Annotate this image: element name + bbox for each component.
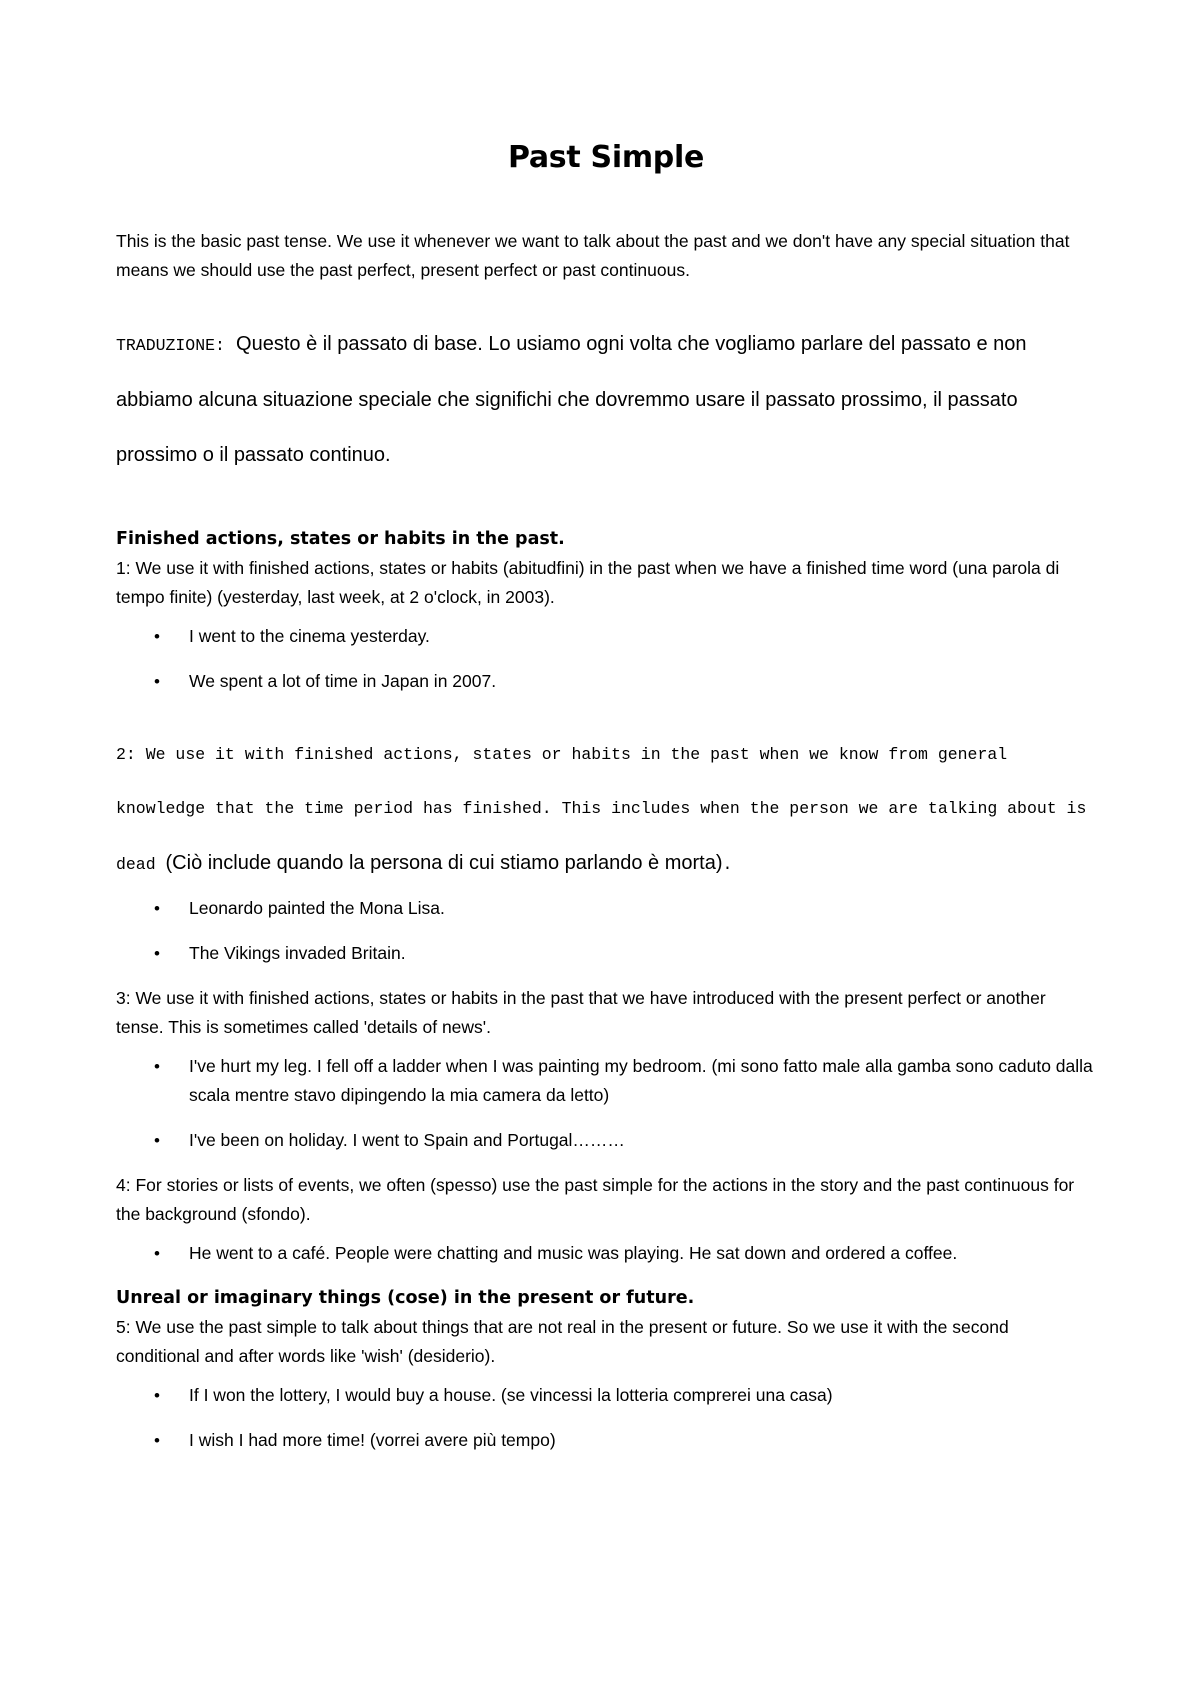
rule-1-text: We use it with finished actions, states or habits (abitudfini) in the past when we have a finished time word (una parola di tempo finite) (yesterday, last week, at 2 o'clock, in 2003). bbox=[116, 558, 1060, 607]
rule-2-text: We use it with finished actions, states or habits in the past when we know from general knowledge that the time period has finished. This includes when the person we are talking about is dead bbox=[116, 745, 1087, 874]
rule-3-text: We use it with finished actions, states or habits in the past that we have introduced with the present perfect or another tense. This is sometimes called 'details of news'. bbox=[116, 988, 1046, 1037]
list-item bbox=[116, 894, 1096, 923]
rule-4-paragraph bbox=[116, 1171, 1096, 1229]
rule-2-end: . bbox=[722, 855, 733, 874]
rule-3-paragraph bbox=[116, 984, 1096, 1042]
rule-4-number: 4: bbox=[116, 1175, 131, 1195]
list-item bbox=[116, 1239, 1096, 1268]
bullet-icon: • bbox=[154, 1386, 160, 1405]
bullet-icon: • bbox=[154, 672, 160, 691]
rule-5-paragraph: 5: We use the past simple to talk about things that are not real in the present or future. So we use it with the second conditional and after words like 'wish' (desiderio). bbox=[116, 1317, 1009, 1366]
example-text: We spent a lot of time in Japan in 2007. bbox=[189, 671, 497, 691]
list-item bbox=[116, 1426, 1096, 1455]
example-text: I've been on holiday. I went to Spain and Portugal……… bbox=[189, 1130, 625, 1150]
section-heading-unreal-things: Unreal or imaginary things (cose) in the present or future. bbox=[116, 1288, 695, 1308]
list-item bbox=[116, 1126, 1096, 1155]
rule-3-number: 3: bbox=[116, 988, 131, 1008]
intro-paragraph: This is the basic past tense. We use it whenever we want to talk about the past and we don't have any special situation that means we should use the past perfect, present perfect or past continuous. bbox=[116, 231, 1070, 280]
rule-1-number: 1: bbox=[116, 558, 131, 578]
rule-1-examples bbox=[116, 622, 1096, 696]
list-item bbox=[116, 667, 1096, 696]
page-title: Past Simple bbox=[507, 140, 705, 175]
bullet-icon: • bbox=[154, 1131, 160, 1150]
example-text: I wish I had more time! (vorrei avere più tempo) bbox=[189, 1430, 556, 1450]
list-item bbox=[116, 1052, 1096, 1110]
document-page bbox=[116, 140, 1096, 1471]
list-item bbox=[116, 1381, 1096, 1410]
rule-4-text: For stories or lists of events, we often (spesso) use the past simple for the actions in the story and the past continuous for the background (sfondo). bbox=[116, 1175, 1075, 1224]
rule-5-examples bbox=[116, 1381, 1096, 1455]
bullet-icon: • bbox=[154, 1244, 160, 1263]
rule-1-paragraph bbox=[116, 554, 1096, 612]
rule-3-examples bbox=[116, 1052, 1096, 1155]
section-heading-finished-actions: Finished actions, states or habits in the past. bbox=[116, 529, 565, 549]
example-text: Leonardo painted the Mona Lisa. bbox=[189, 898, 445, 918]
rule-2-paragraph bbox=[116, 728, 1096, 892]
example-text: The Vikings invaded Britain. bbox=[189, 943, 406, 963]
bullet-icon: • bbox=[154, 627, 160, 646]
translation-paragraph bbox=[116, 317, 1096, 483]
example-text: I went to the cinema yesterday. bbox=[189, 626, 430, 646]
example-text: I've hurt my leg. I fell off a ladder when I was painting my bedroom. (mi sono fatto male alla gamba sono caduto dalla scala mentre stavo dipingendo la mia camera da letto) bbox=[189, 1056, 1093, 1105]
bullet-icon: • bbox=[154, 899, 160, 918]
list-item bbox=[116, 939, 1096, 968]
bullet-icon: • bbox=[154, 944, 160, 963]
translation-text: Questo è il passato di base. Lo usiamo ogni volta che vogliamo parlare del passato e non abbiamo alcuna situazione speciale che significhi che dovremmo usare il passato prossimo, il passato prossimo o il passato continuo. bbox=[116, 333, 1027, 466]
list-item bbox=[116, 622, 1096, 651]
bullet-icon: • bbox=[154, 1057, 160, 1076]
example-text: If I won the lottery, I would buy a house. (se vincessi la lotteria comprerei una casa) bbox=[189, 1385, 833, 1405]
rule-4-examples bbox=[116, 1239, 1096, 1268]
rule-2-number: 2: bbox=[116, 745, 136, 764]
rule-2-examples bbox=[116, 894, 1096, 968]
translation-label: TRADUZIONE: bbox=[116, 336, 225, 355]
bullet-icon: • bbox=[154, 1431, 160, 1450]
example-text: He went to a café. People were chatting and music was playing. He sat down and ordered a coffee. bbox=[189, 1243, 958, 1263]
rule-2-translation: (Ciò include quando la persona di cui stiamo parlando è morta) bbox=[165, 852, 723, 874]
